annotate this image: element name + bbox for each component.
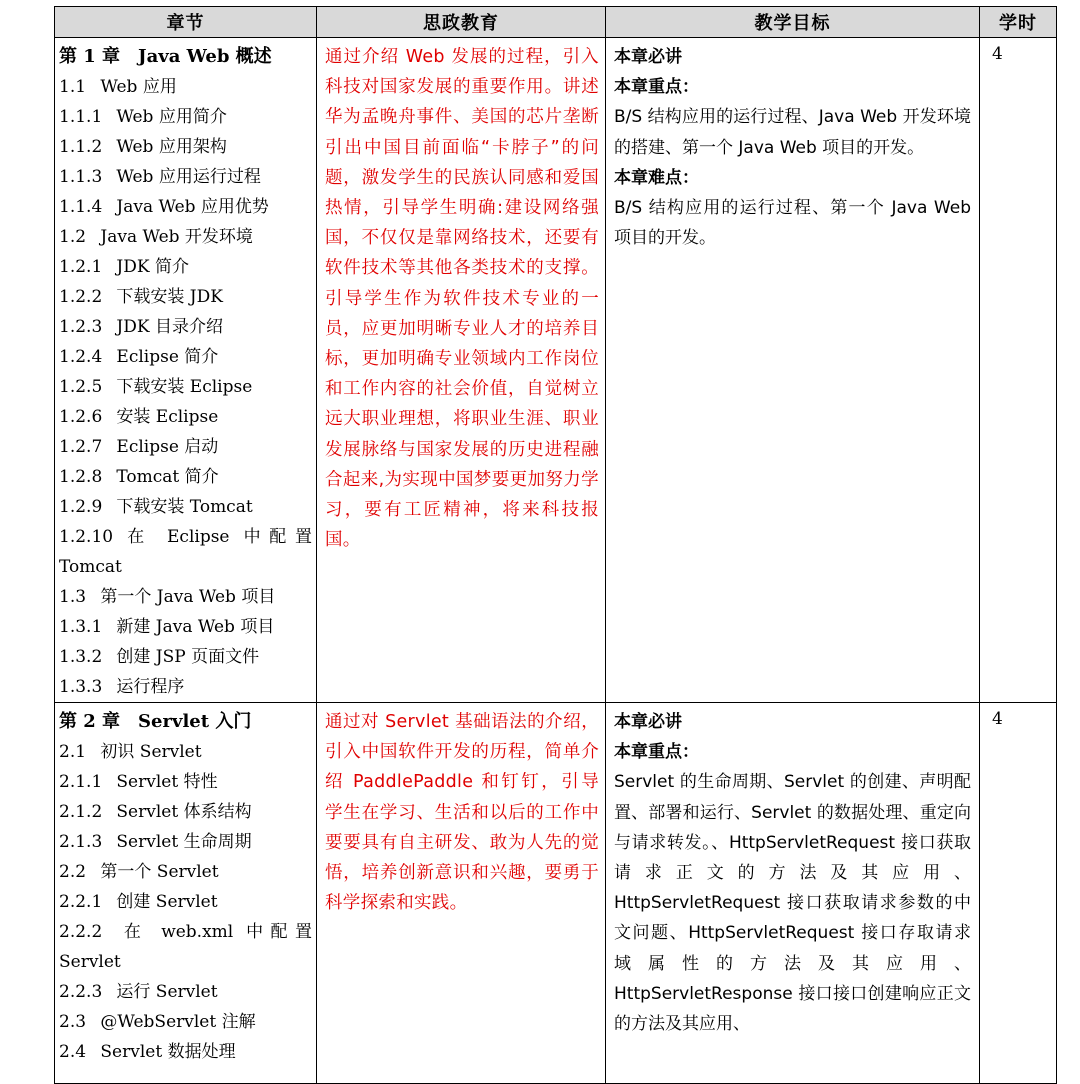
key-points-text: B/S 结构应用的运行过程、Java Web 开发环境的搭建、第一个 Java Web 项目的开发。 [614, 107, 971, 158]
chapter-2-hours: 4 [992, 709, 1003, 729]
section-item: 1.2.6 安装 Eclipse [59, 407, 219, 427]
chapter-2-goals-cell [606, 703, 980, 1084]
chapter-2-ideology-text: 通过对 Servlet 基础语法的介绍，引入中国软件开发的历程，简单介绍 PaddlePaddle 和钉钉，引导学生在学习、生活和以后的工作中要要具有自主研发、敢为人先的觉悟，培养创新意识和兴趣，要勇于科学探索和实践。 [325, 712, 599, 914]
must-teach-label: 本章必讲 [614, 47, 682, 67]
section-item: 2.2.2 在 web.xml 中配置 [59, 922, 313, 942]
chapter-1-hours: 4 [992, 44, 1003, 64]
chapter-1-section-list [55, 38, 316, 702]
section-item: 1.1.1 Web 应用简介 [59, 107, 227, 127]
section-item: 2.1.1 Servlet 特性 [59, 772, 218, 792]
header-chapter: 章节 [55, 7, 317, 38]
section-item: 1.2.9 下载安装 Tomcat [59, 497, 253, 517]
chapter-1-goals [606, 38, 979, 253]
chapter-row-1 [55, 38, 1057, 703]
chapter-2-hours-cell [980, 703, 1057, 1084]
chapter-1-title: 第 1 章 Java Web 概述 [59, 46, 272, 67]
section-item: 1.2 Java Web 开发环境 [59, 227, 253, 247]
difficult-points-label: 本章难点： [614, 167, 699, 188]
chapter-1-ideology-cell [317, 38, 606, 703]
section-item: 1.2.7 Eclipse 启动 [59, 437, 219, 457]
header-goals: 教学目标 [606, 7, 980, 38]
must-teach-label: 本章必讲 [614, 712, 682, 732]
difficult-points-text: B/S 结构应用的运行过程、第一个 Java Web 项目的开发。 [614, 198, 971, 249]
header-row [55, 7, 1057, 38]
section-item: 1.1.3 Web 应用运行过程 [59, 167, 261, 187]
section-item: 2.2 第一个 Servlet [59, 862, 219, 882]
section-item: 2.1.3 Servlet 生命周期 [59, 832, 252, 852]
section-item-continued: Servlet [59, 952, 121, 972]
chapter-2-title: 第 2 章 Servlet 入门 [59, 711, 252, 732]
section-item: 1.2.1 JDK 简介 [59, 257, 189, 277]
chapter-row-2 [55, 703, 1057, 1084]
key-points-text: Servlet 的生命周期、Servlet 的创建、声明配置、部署和运行、Servlet 的数据处理、重定向与请求转发。、HttpServletRequest 接口获取请求正文的方法及其应用、HttpServletRequest 接口获取请求参数的中文问题、HttpServletRequest 接口存取请求域属性的方法及其应用、HttpServletResponse 接口接口创建响应正文的方法及其应用、 [614, 772, 971, 1035]
section-item: 1.2.3 JDK 目录介绍 [59, 317, 223, 337]
section-item: 1.3.3 运行程序 [59, 677, 185, 697]
chapter-2-sections-cell [55, 703, 317, 1084]
key-points-label: 本章重点： [614, 742, 699, 763]
chapter-1-ideology-text: 通过介绍 Web 发展的过程，引入科技对国家发展的重要作用。讲述华为孟晚舟事件、美国的芯片垄断引出中国目前面临“卡脖子”的问题，激发学生的民族认同感和爱国热情，引导学生明确:建设网络强国，不仅仅是靠网络技术，还要有软件技术等其他各类技术的支撑。引导学生作为软件技术专业的一员，应更加明晰专业人才的培养目标，更加明确专业领域内工作岗位和工作内容的社会价值，自觉树立远大职业理想，将职业生涯、职业发展脉络与国家发展的历史进程融合起来,为实现中国梦要更加努力学习，要有工匠精神，将来科技报国。 [325, 47, 599, 551]
section-item: 1.2.10 在 Eclipse 中配置 [59, 527, 313, 547]
chapter-2-section-list [55, 703, 316, 1067]
syllabus-table [54, 6, 1057, 1084]
section-item: 1.3 第一个 Java Web 项目 [59, 587, 276, 607]
section-item: 2.1.2 Servlet 体系结构 [59, 802, 252, 822]
section-item: 1.1 Web 应用 [59, 77, 177, 97]
section-item: 1.2.5 下载安装 Eclipse [59, 377, 253, 397]
section-item: 2.1 初识 Servlet [59, 742, 202, 762]
section-item: 2.4 Servlet 数据处理 [59, 1042, 236, 1062]
chapter-2-ideology-cell [317, 703, 606, 1084]
chapter-1-sections-cell [55, 38, 317, 703]
section-item-continued: Tomcat [59, 557, 122, 577]
section-item: 2.3 @WebServlet 注解 [59, 1012, 256, 1032]
header-ideology: 思政教育 [317, 7, 606, 38]
section-item: 1.2.4 Eclipse 简介 [59, 347, 219, 367]
key-points-label: 本章重点： [614, 77, 699, 98]
header-hours: 学时 [980, 7, 1057, 38]
section-item: 1.2.8 Tomcat 简介 [59, 467, 219, 487]
section-item: 1.1.2 Web 应用架构 [59, 137, 227, 157]
section-item: 2.2.3 运行 Servlet [59, 982, 218, 1002]
section-item: 1.2.2 下载安装 JDK [59, 287, 223, 307]
section-item: 1.3.1 新建 Java Web 项目 [59, 617, 275, 637]
chapter-1-goals-cell [606, 38, 980, 703]
section-item: 1.3.2 创建 JSP 页面文件 [59, 647, 260, 667]
section-item: 2.2.1 创建 Servlet [59, 892, 218, 912]
chapter-2-goals [606, 703, 979, 1039]
section-item: 1.1.4 Java Web 应用优势 [59, 197, 269, 217]
chapter-1-hours-cell [980, 38, 1057, 703]
